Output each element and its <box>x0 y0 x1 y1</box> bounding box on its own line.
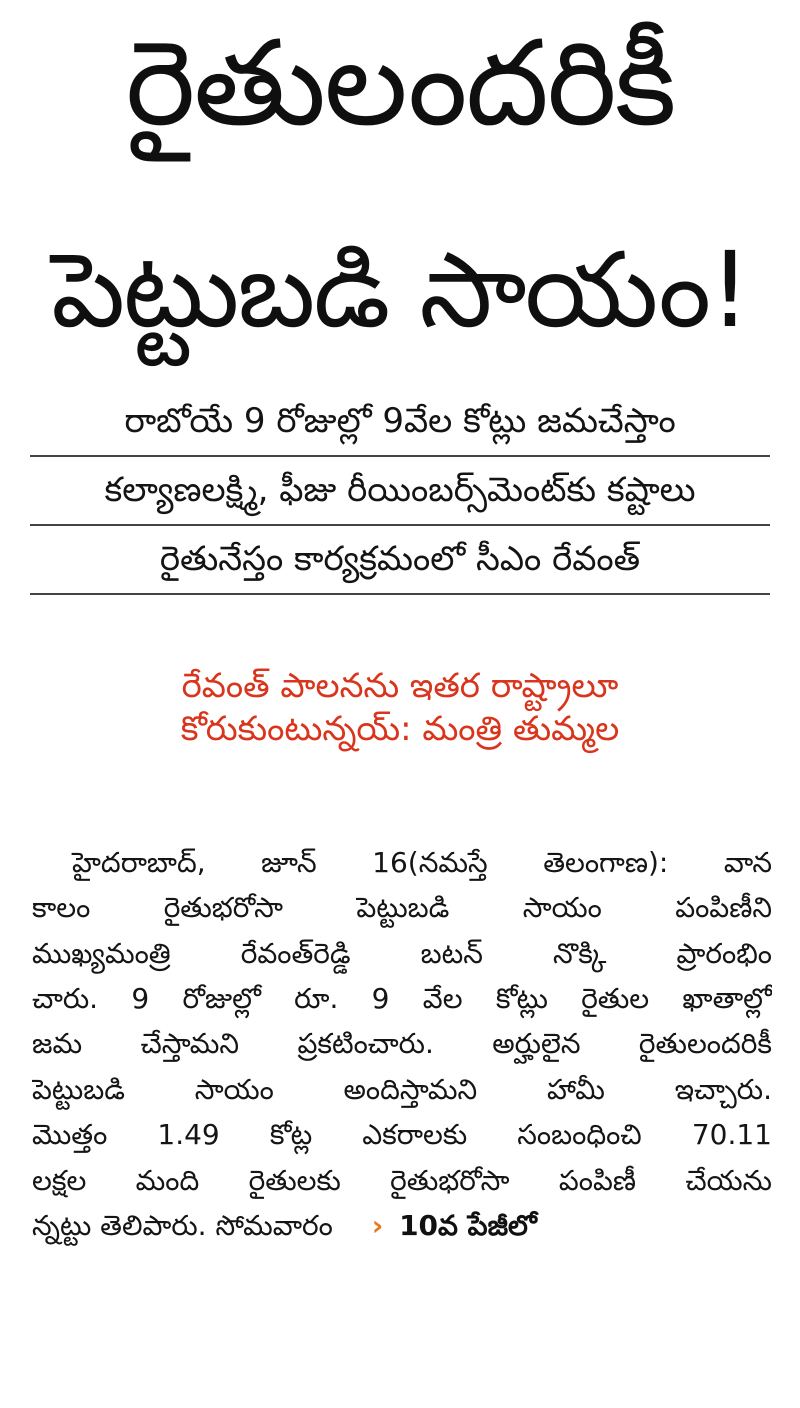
sub-headline-line-1: రేవంత్ పాలనను ఇతర రాష్ట్రాలూ <box>181 666 619 706</box>
chevron-right-icon: › <box>371 1208 384 1242</box>
deck-line-3: రైతునేస్తం కార్యక్రమంలో సీఎం రేవంత్ <box>30 526 770 595</box>
body-line: జమ చేస్తామని ప్రకటించారు. అర్హులైన రైతులందరికీ <box>32 1027 772 1061</box>
body-line: పెట్టుబడి సాయం అందిస్తామని హామీ ఇచ్చారు. <box>32 1072 772 1106</box>
deck-lines <box>30 388 770 595</box>
body-line: న్నట్టు తెలిపారు. సోమవారం <box>32 1208 333 1242</box>
sub-headline <box>0 665 800 750</box>
continued-on-page-link[interactable] <box>372 1203 537 1248</box>
deck-line-2: కల్యాణలక్ష్మి, ఫీజు రీయింబర్స్‌మెంట్‌కు కష్టాలు <box>30 457 770 526</box>
body-last-line <box>32 1203 772 1248</box>
body-line: చారు. 9 రోజుల్లో రూ. 9 వేల కోట్లు రైతుల ఖాతాల్లో <box>32 982 772 1016</box>
article-body <box>32 840 772 1248</box>
body-line: కాలం రైతుభరోసా పెట్టుబడి సాయం పంపిణీని <box>32 891 772 925</box>
headline-line-1: రైతులందరికీ <box>125 14 675 152</box>
deck-line-1: రాబోయే 9 రోజుల్లో 9వేల కోట్లు జమచేస్తాం <box>30 388 770 457</box>
body-line: హైదరాబాద్, జూన్ 16(నమస్తే తెలంగాణ): వాన <box>72 846 772 879</box>
body-line: మొత్తం 1.49 కోట్ల ఎకరాలకు సంబంధించి 70.11 <box>32 1118 772 1152</box>
continued-label: 10వ పేజీలో <box>399 1208 537 1242</box>
headline-line-2: పెట్టుబడి సాయం! <box>51 229 749 351</box>
body-line: ముఖ్యమంత్రి రేవంత్‌రెడ్డి బటన్ నొక్కి ప్రారంభిం <box>32 936 772 970</box>
sub-headline-line-2: కోరుకుంటున్నయ్: మంత్రి తుమ్మల <box>180 708 620 749</box>
body-line: లక్షల మంది రైతులకు రైతుభరోసా పంపిణీ చేయను <box>32 1163 772 1197</box>
